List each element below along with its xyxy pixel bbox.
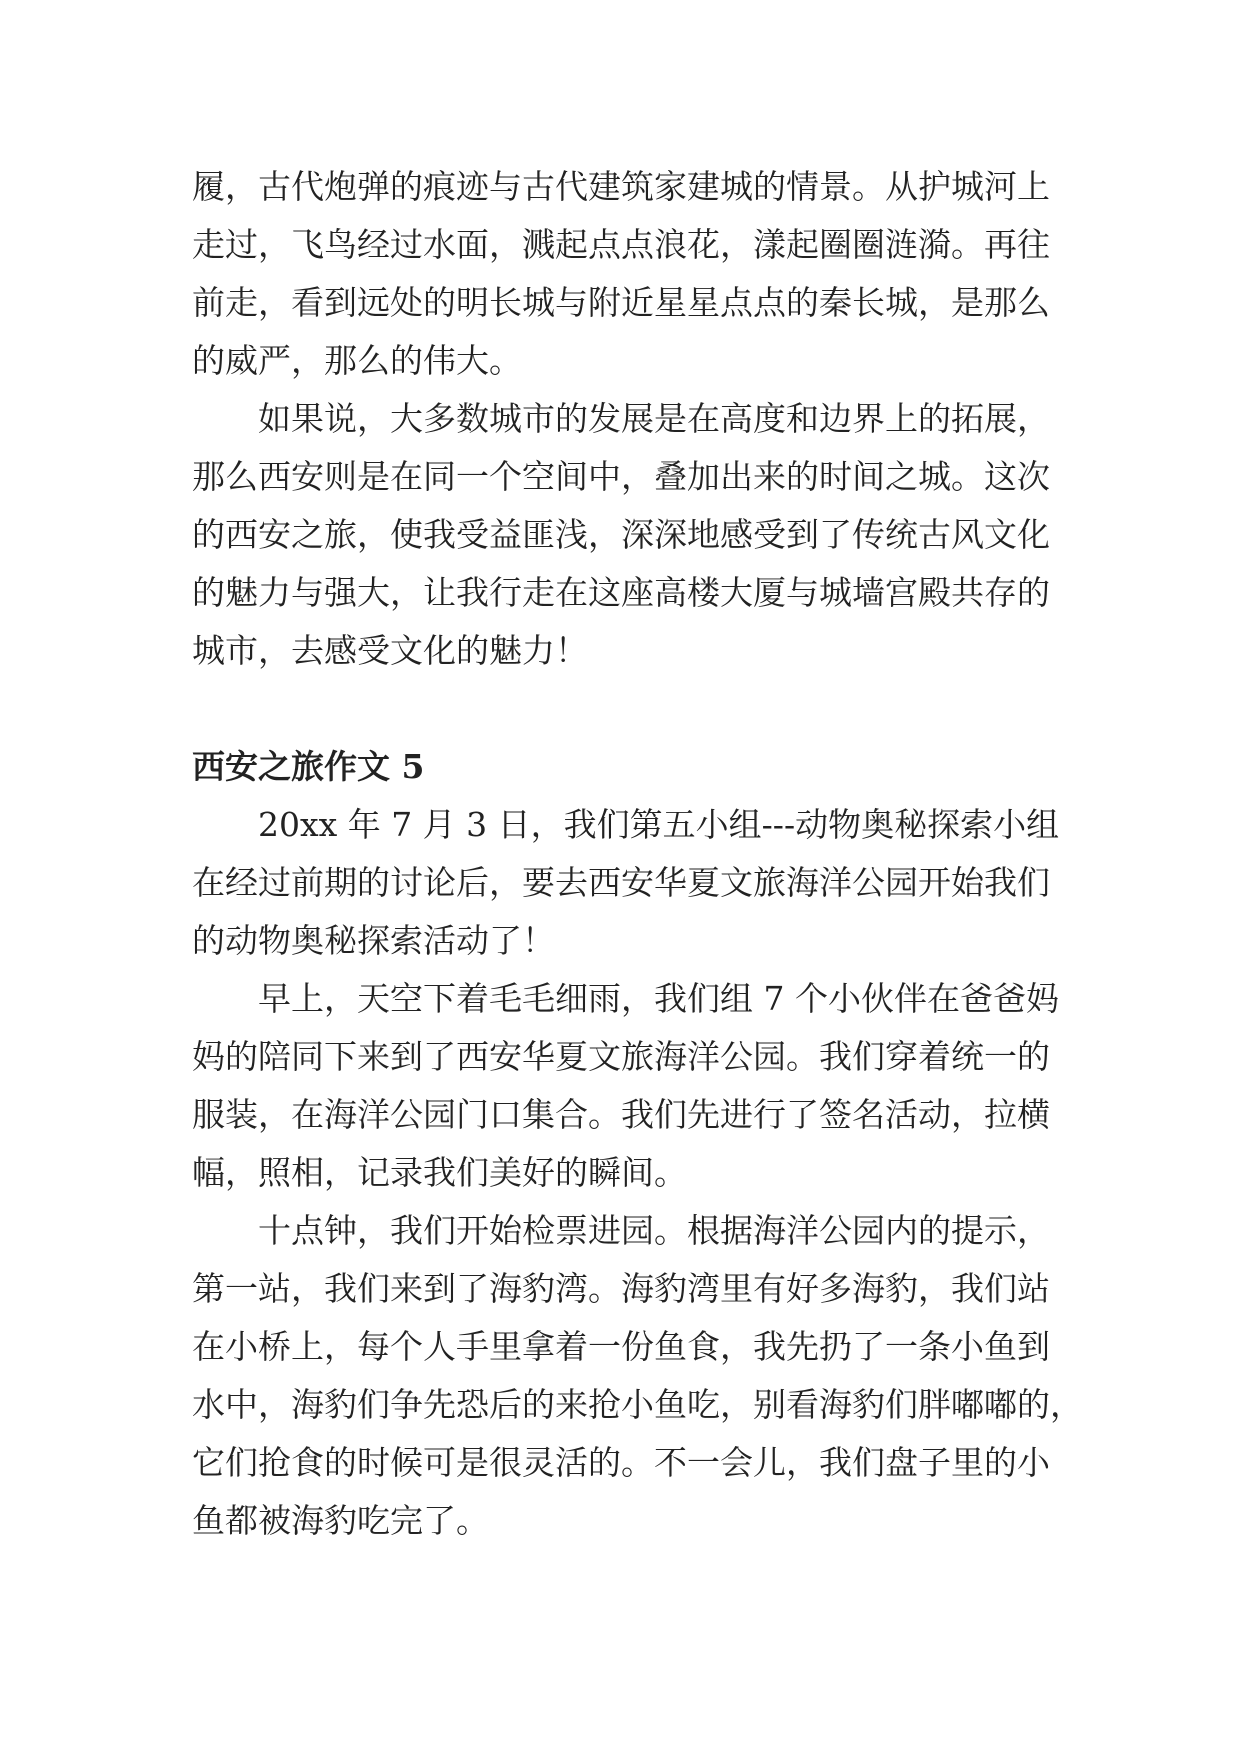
section-title: 西安之旅作文 5 <box>192 747 425 786</box>
text-line: 在经过前期的讨论后，要去西安华夏文旅海洋公园开始我们 <box>192 863 1050 902</box>
text-line: 的动物奥秘探索活动了！ <box>192 921 555 960</box>
text-line: 如果说，大多数城市的发展是在高度和边界上的拓展， <box>258 399 1050 438</box>
text-line: 早上，天空下着毛毛细雨，我们组 7 个小伙伴在爸爸妈 <box>258 979 1059 1018</box>
text-line: 第一站，我们来到了海豹湾。海豹湾里有好多海豹，我们站 <box>192 1269 1050 1308</box>
text-line: 前走，看到远处的明长城与附近星星点点的秦长城，是那么 <box>192 283 1050 322</box>
text-line: 的魅力与强大，让我行走在这座高楼大厦与城墙宫殿共存的 <box>192 573 1050 612</box>
text-line: 的威严，那么的伟大。 <box>192 341 522 380</box>
text-line: 妈的陪同下来到了西安华夏文旅海洋公园。我们穿着统一的 <box>192 1037 1050 1076</box>
document-body <box>192 158 1083 1550</box>
text-line: 在小桥上，每个人手里拿着一份鱼食，我先扔了一条小鱼到 <box>192 1327 1050 1366</box>
paragraph-5 <box>192 1202 1083 1550</box>
paragraph-1 <box>192 158 1052 390</box>
paragraph-2 <box>192 390 1052 680</box>
text-line: 十点钟，我们开始检票进园。根据海洋公园内的提示， <box>258 1211 1050 1250</box>
text-line: 它们抢食的时候可是很灵活的。不一会儿，我们盘子里的小 <box>192 1443 1050 1482</box>
text-line: 服装，在海洋公园门口集合。我们先进行了签名活动，拉横 <box>192 1095 1050 1134</box>
paragraph-3 <box>192 796 1060 970</box>
text-line: 20xx 年 7 月 3 日，我们第五小组---动物奥秘探索小组 <box>258 805 1060 844</box>
text-line: 城市，去感受文化的魅力！ <box>192 631 588 670</box>
text-line: 鱼都被海豹吃完了。 <box>192 1501 489 1540</box>
text-line: 水中，海豹们争先恐后的来抢小鱼吃，别看海豹们胖嘟嘟的， <box>192 1385 1083 1424</box>
paragraph-4 <box>192 970 1059 1202</box>
text-line: 履，古代炮弹的痕迹与古代建筑家建城的情景。从护城河上 <box>192 167 1050 206</box>
text-line: 走过，飞鸟经过水面，溅起点点浪花，漾起圈圈涟漪。再往 <box>192 225 1050 264</box>
text-line: 那么西安则是在同一个空间中，叠加出来的时间之城。这次 <box>192 457 1050 496</box>
text-line: 的西安之旅，使我受益匪浅，深深地感受到了传统古风文化 <box>192 515 1050 554</box>
text-line: 幅，照相，记录我们美好的瞬间。 <box>192 1153 687 1192</box>
